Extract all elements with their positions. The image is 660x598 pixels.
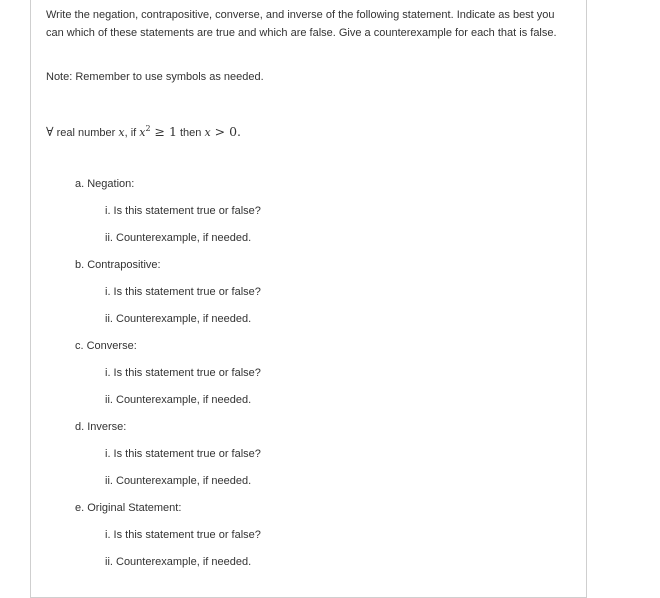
part-e-counterexample-prompt: ii. Counterexample, if needed. xyxy=(105,556,252,568)
part-e-label: e. Original Statement: xyxy=(75,502,182,514)
part-a-counterexample-prompt: ii. Counterexample, if needed. xyxy=(105,232,252,244)
forall-symbol: ∀ xyxy=(46,124,54,139)
hypothesis-relation: ≥ 1 xyxy=(150,124,177,139)
statement-variable: x xyxy=(118,126,125,139)
conditional-statement xyxy=(46,121,241,141)
statement-if: , if xyxy=(124,127,140,139)
statement-prefix: real number xyxy=(53,127,119,139)
part-c-counterexample-prompt: ii. Counterexample, if needed. xyxy=(105,394,252,406)
question-card xyxy=(30,0,587,598)
question-instructions: Write the negation, contrapositive, converse, and inverse of the following statement. Indicate as best you can which of these statements are true and which are false. Give a counterexample for each that is false. xyxy=(46,9,557,39)
hypothesis-exponent: 2 xyxy=(145,124,151,133)
conclusion-variable: x xyxy=(204,126,211,139)
conclusion-relation: > 0. xyxy=(210,124,242,139)
part-b-label: b. Contrapositive: xyxy=(75,259,161,271)
part-d-counterexample-prompt: ii. Counterexample, if needed. xyxy=(105,475,252,487)
part-b-counterexample-prompt: ii. Counterexample, if needed. xyxy=(105,313,252,325)
part-c-true-false-prompt: i. Is this statement true or false? xyxy=(105,367,261,379)
part-c-label: c. Converse: xyxy=(75,340,137,352)
part-a-label: a. Negation: xyxy=(75,178,135,190)
part-b-true-false-prompt: i. Is this statement true or false? xyxy=(105,286,261,298)
part-e-true-false-prompt: i. Is this statement true or false? xyxy=(105,529,261,541)
part-a-true-false-prompt: i. Is this statement true or false? xyxy=(105,205,261,217)
part-d-label: d. Inverse: xyxy=(75,421,127,433)
question-note: Note: Remember to use symbols as needed. xyxy=(46,71,264,83)
statement-then: then xyxy=(176,127,205,139)
part-d-true-false-prompt: i. Is this statement true or false? xyxy=(105,448,261,460)
hypothesis-variable: x xyxy=(139,126,146,139)
